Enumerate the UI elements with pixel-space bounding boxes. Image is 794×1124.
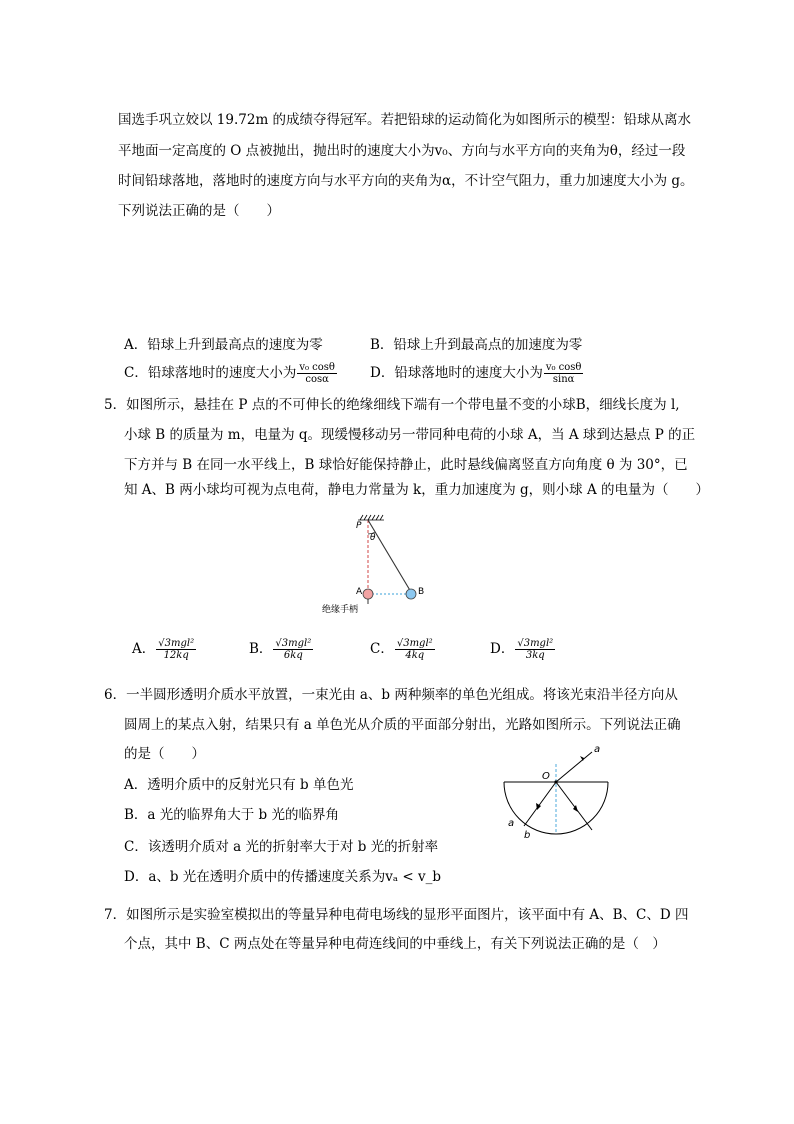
label-o: O	[542, 771, 550, 782]
fraction-numerator: v₀ cosθ	[545, 362, 582, 373]
q6-semicircle-figure	[500, 742, 615, 847]
q5-line-3: 下方并与 B 在同一水平线上，B 球恰好能保持静止，此时悬线偏离竖直方向角度 θ 为 30°，已	[124, 457, 688, 473]
fraction-numerator: √3mgl²	[275, 638, 312, 649]
label-a-top: a	[594, 744, 601, 755]
q5-pendulum-figure	[318, 512, 438, 616]
fraction-numerator: √3mgl²	[396, 638, 433, 649]
q4-line-2: 平地面一定高度的 O 点被抛出，抛出时的速度大小为v₀、方向与水平方向的夹角为θ，经过一段	[118, 143, 686, 159]
ceiling-hatch	[358, 515, 384, 520]
q4-option-a: A．铅球上升到最高点的速度为零	[124, 337, 323, 353]
q5-line-2: 小球 B 的质量为 m，电量为 q。现缓慢移动另一带同种电荷的小球 A，当 A 球到达悬点 P 的正	[124, 427, 696, 443]
fraction-denominator: 6kq	[283, 650, 303, 661]
q4-option-d-fraction	[544, 362, 584, 385]
q5-line-1: 5．如图所示，悬挂在 P 点的不可伸长的绝缘细线下端有一个带电量不变的小球B，细线长度为 l,	[104, 397, 680, 413]
fraction-denominator: cosα	[305, 374, 329, 385]
q4-option-c	[124, 362, 338, 385]
q7-line-1: 7．如图所示是实验室模拟出的等量异种电荷电场线的显形平面图片，该平面中有 A、B、C、D 四	[104, 907, 689, 923]
q5-line-4: 知 A、B 两小球均可视为点电荷，静电力常量为 k，重力加速度为 g，则小球 A 的电量为（ ）	[124, 482, 709, 498]
q4-line-3: 时间铅球落地，落地时的速度方向与水平方向的夹角为α，不计空气阻力，重力加速度大小为 g。	[118, 173, 694, 189]
fraction-numerator: v₀ cosθ	[299, 362, 335, 373]
option-letter: C．	[370, 641, 394, 657]
q6-line-2: 圆周上的某点入射，结果只有 a 单色光从介质的平面部分射出，光路如图所示。下列说法正确	[124, 717, 681, 733]
q6-line-3: 的是（ ）	[124, 746, 205, 762]
q6-line-1: 6．一半圆形透明介质水平放置，一束光由 a、b 两种频率的单色光组成。将该光束沿半径方向从	[104, 687, 678, 703]
fraction-numerator: √3mgl²	[158, 638, 195, 649]
fraction-denominator: 12kq	[163, 650, 189, 661]
label-a: A	[356, 587, 363, 597]
q5-option-a	[132, 638, 197, 661]
option-fraction	[156, 638, 196, 661]
option-letter: A．	[132, 641, 156, 657]
q4-line-1: 国选手巩立姣以 19.72m 的成绩夺得冠军。若把铅球的运动简化为如图所示的模型：铅球从离水	[118, 112, 692, 128]
q4-line-4: 下列说法正确的是（ ）	[118, 203, 280, 219]
q6-option-a: A．透明介质中的反射光只有 b 单色光	[124, 777, 354, 793]
fraction-denominator: 3kq	[525, 650, 545, 661]
q4-option-c-fraction	[297, 362, 337, 385]
fraction-numerator: √3mgl²	[517, 638, 554, 649]
option-fraction	[515, 638, 555, 661]
q6-option-d: D．a、b 光在透明介质中的传播速度关系为vₐ < v_b	[124, 869, 442, 885]
option-letter: B．	[249, 641, 273, 657]
label-b: B	[418, 587, 425, 597]
label-theta: θ	[370, 533, 376, 543]
q4-option-b: B．铅球上升到最高点的加速度为零	[370, 337, 583, 353]
ball-a	[363, 589, 373, 599]
incident-ray	[524, 782, 556, 826]
q6-option-b: B．a 光的临界角大于 b 光的临界角	[124, 807, 339, 823]
label-a: a	[508, 818, 515, 829]
label-b: b	[524, 830, 531, 841]
reflected-ray	[556, 782, 592, 830]
handle-caption: 绝缘手柄	[322, 605, 359, 615]
pendulum-string	[368, 520, 411, 592]
q4-option-c-text: C．铅球落地时的速度大小为	[124, 365, 297, 381]
fraction-denominator: 4kq	[405, 650, 425, 661]
q5-option-c	[370, 638, 436, 661]
q5-option-d	[490, 638, 556, 661]
q4-option-d	[370, 362, 584, 385]
q6-option-c: C．该透明介质对 a 光的折射率大于对 b 光的折射率	[124, 839, 439, 855]
option-fraction	[273, 638, 313, 661]
point-o	[554, 780, 557, 783]
fraction-denominator: sinα	[552, 374, 575, 385]
q4-option-d-text: D．铅球落地时的速度大小为	[370, 365, 543, 381]
q5-option-b	[249, 638, 314, 661]
q7-line-2: 个点，其中 B、C 两点处在等量异种电荷连线间的中垂线上，有关下列说法正确的是（ ）	[124, 936, 666, 952]
ball-b	[406, 589, 416, 599]
option-letter: D．	[490, 641, 515, 657]
option-fraction	[395, 638, 435, 661]
label-p: P	[356, 521, 362, 531]
refracted-ray-a	[556, 752, 592, 782]
